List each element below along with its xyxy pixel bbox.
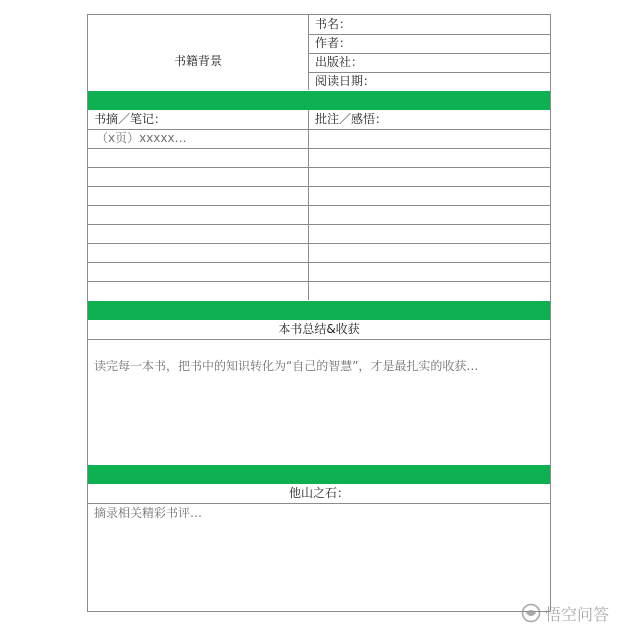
annotation-header: 批注／感悟： [315,112,388,126]
reading-notes-template [87,14,551,612]
notes-row-line [88,205,550,206]
field-read-date-label: 阅读日期： [315,74,376,88]
field-title-label: 书名： [315,17,352,31]
book-background-label: 书籍背景 [173,54,222,68]
notes-row-line [88,243,550,244]
watermark-text: 悟空问答 [544,604,609,624]
field-publisher-label: 出版社： [315,55,364,69]
excerpt-notes-header: 书摘／笔记： [94,112,167,126]
green-band [88,91,550,110]
summary-divider [88,339,550,340]
reviews-body: 摘录相关精彩书评… [94,506,203,520]
page-hint: （x页）xxxxx… [96,131,187,145]
notes-row-line [88,148,550,149]
summary-title: 本书总结&收获 [278,322,360,336]
field-author-label: 作者： [315,36,352,50]
notes-row-line [88,262,550,263]
green-band [88,301,550,320]
wukong-logo-icon [521,603,541,623]
notes-row-line [88,224,550,225]
green-band [88,465,550,484]
summary-body: 读完每一本书，把书中的知识转化为“自己的智慧”，才是最扎实的收获… [94,359,479,373]
notes-row-line [88,167,550,168]
reviews-title: 他山之石： [288,486,349,500]
notes-row-line [88,281,550,282]
notes-row-line [88,186,550,187]
watermark [521,602,609,624]
